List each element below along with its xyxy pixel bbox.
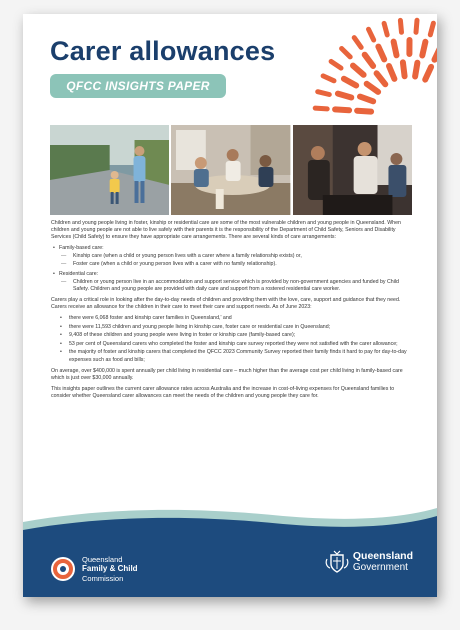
sunburst-dash bbox=[357, 111, 371, 112]
stat-item: • the majority of foster and kinship carers that completed the QFCC 2023 Community Survey reported their family finds it hard to pay for day-to-day expenses such as food and bills; bbox=[51, 349, 409, 363]
sunburst-dash bbox=[389, 66, 394, 79]
sunburst-dash bbox=[430, 23, 433, 35]
sunburst-dash bbox=[403, 62, 405, 76]
photo-family-at-table bbox=[171, 125, 290, 215]
page-title: Carer allowances bbox=[50, 36, 276, 66]
stat-item: • 9,408 of these children and young people were living in foster or kinship care (family-based care); bbox=[51, 332, 409, 339]
sunburst-dash bbox=[416, 20, 417, 32]
sunburst-dash bbox=[344, 79, 356, 86]
care-types-list bbox=[51, 245, 409, 293]
body-text bbox=[51, 220, 409, 404]
sunburst-dash bbox=[384, 23, 387, 35]
coat-of-arms-icon bbox=[325, 549, 349, 575]
qfcc-line1: Queensland bbox=[82, 554, 123, 564]
sunburst-dash bbox=[335, 109, 349, 110]
sunburst-dash bbox=[342, 49, 351, 57]
sunburst-dash bbox=[378, 47, 384, 60]
stat-item: • 53 per cent of Queensland carers who completed the foster and kinship care survey reported they were not satisfied with the carer allowance; bbox=[51, 341, 409, 348]
care-type-label: Residential care: bbox=[59, 270, 99, 277]
care-subtype-item: — Kinship care (when a child or young person lives with a carer where a family relationship exists) or, bbox=[59, 253, 409, 260]
sunburst-dash bbox=[354, 38, 361, 48]
sunburst-dash bbox=[315, 108, 327, 109]
photo-strip bbox=[50, 125, 412, 215]
document-page bbox=[23, 14, 437, 597]
sunburst-dash bbox=[323, 76, 334, 81]
sunburst-dash bbox=[425, 67, 431, 80]
qfcc-emblem-icon bbox=[50, 556, 76, 582]
sunburst-dash bbox=[415, 63, 417, 77]
sunburst-dash bbox=[318, 92, 330, 95]
sunburst-dash bbox=[422, 42, 425, 56]
sunburst-dash bbox=[367, 84, 378, 92]
insights-paper-badge: QFCC INSIGHTS PAPER bbox=[50, 74, 226, 98]
carers-paragraph: Carers play a critical role in looking after the day-to-day needs of children and providing them with the love, care, support and guidance that they need. Carers receive an allowance for the children in their care to meet their care and support needs. As of June 2023: bbox=[51, 296, 401, 310]
photo-child-and-carer-walking bbox=[50, 125, 169, 215]
photo-carer-consultation bbox=[293, 125, 412, 215]
stats-list bbox=[51, 315, 409, 364]
queensland-government-logo bbox=[325, 549, 413, 575]
stat-item: • there were 11,593 children and young people living in kinship care, foster care or residential care in Queensland; bbox=[51, 324, 409, 331]
sunburst-dash bbox=[435, 47, 438, 60]
cost-paragraph: On average, over $400,000 is spent annually per child living in residential care – much higher than the average cost per child living in family-based care which is just over $30,000 annually. bbox=[51, 367, 403, 381]
sunburst-dash bbox=[338, 94, 351, 98]
sunburst-dash bbox=[353, 66, 364, 75]
intro-paragraph: Children and young people living in foster, kinship or residential care are some of the most vulnerable children and young people in Queensland. When children and young people are not able to live safely with their parents it is the responsibility of the Department of Child Safety, Seniors and Disability Services (Child Safety) to ensure they have appropriate care arrangements. There are several kinds of care arrangements: bbox=[51, 220, 401, 241]
sunburst-dash bbox=[365, 55, 373, 66]
footer-band bbox=[23, 500, 437, 597]
sunburst-dash bbox=[360, 97, 373, 102]
sunburst-dash bbox=[331, 61, 341, 68]
care-type-label: Family-based care: bbox=[59, 245, 104, 252]
qfcc-logo bbox=[50, 555, 138, 584]
care-type-item bbox=[51, 271, 409, 293]
qgov-line2: Government bbox=[352, 562, 408, 573]
qgov-line1: Queensland bbox=[352, 550, 413, 562]
sunburst-dash bbox=[377, 73, 386, 84]
care-subtype-item: — Children or young person live in an accommodation and support service which is provided by non-government agencies and funded by Child Safety. Children and young people are provided with daily care and support from a rostered residential care worker. bbox=[59, 279, 409, 293]
stat-item: • there were 6,068 foster and kinship carer families in Queensland,' and bbox=[51, 315, 409, 322]
purpose-paragraph: This insights paper outlines the current carer allowance rates across Australia and the increase in cost-of-living expenses for Queensland families to consider whether Queensland carer allowances can meet the needs of the children and young people they care for. bbox=[51, 385, 395, 399]
qfcc-line3: Commission bbox=[82, 573, 124, 583]
sunburst-dash bbox=[394, 42, 397, 56]
qfcc-line2: Family & Child bbox=[82, 564, 138, 573]
care-subtype-item: — Foster care (when a child or young person lives with a carer with no family relationship). bbox=[59, 261, 409, 268]
sunburst-dash bbox=[369, 29, 374, 40]
care-type-item bbox=[51, 245, 409, 268]
sunburst-decoration bbox=[297, 14, 437, 129]
sunburst-dash bbox=[400, 20, 401, 32]
